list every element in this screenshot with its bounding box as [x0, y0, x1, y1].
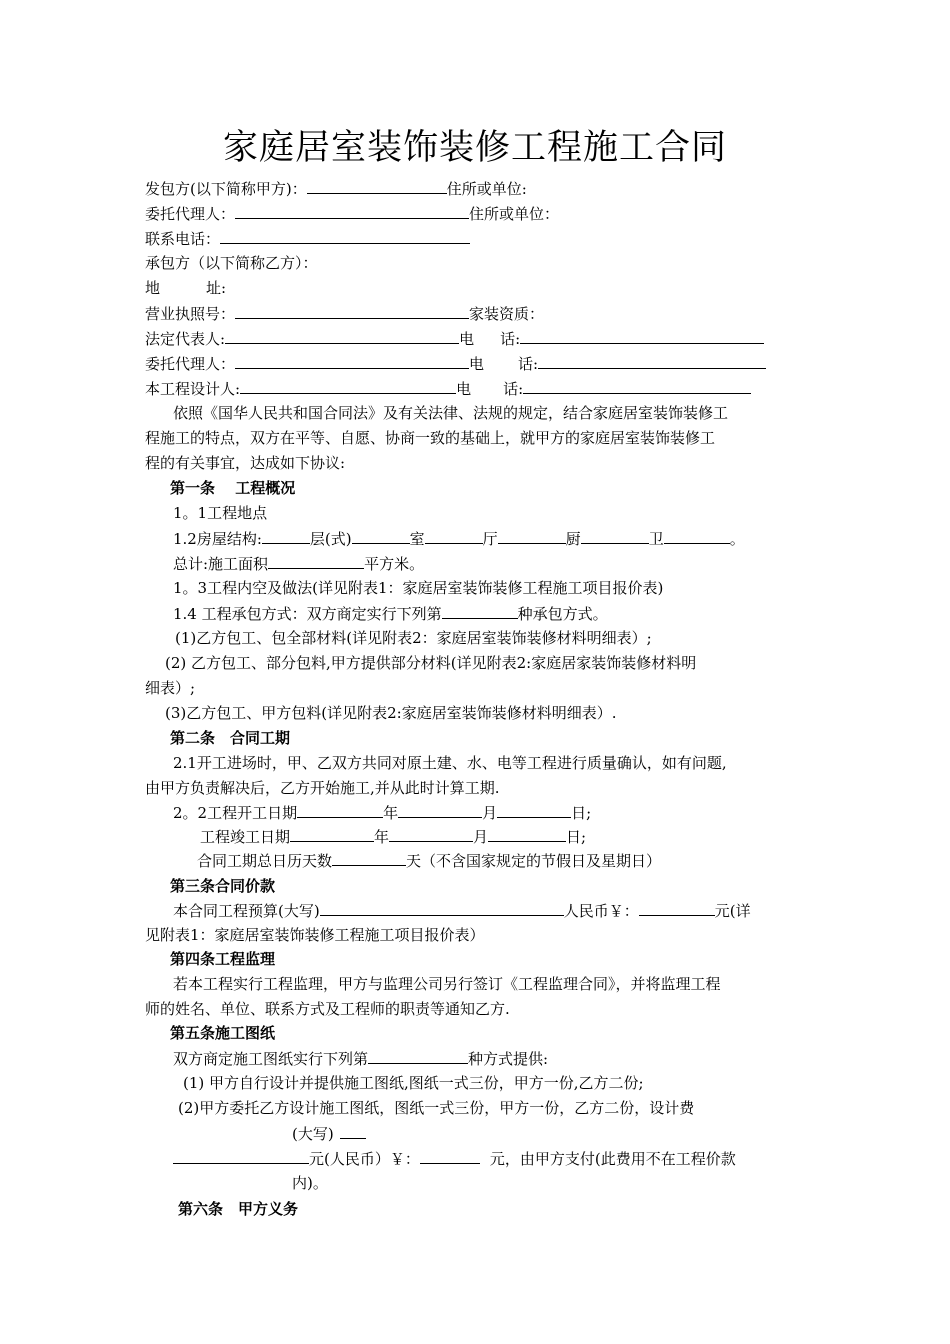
article2-start-date	[173, 801, 591, 824]
legal-rep-blank	[225, 327, 459, 344]
agent-blank-1	[235, 202, 469, 219]
intro-line-3: 程的有关事宜，达成如下协议:	[145, 454, 346, 472]
total-days-suffix: 天（不含国家规定的节假日及星期日）	[406, 852, 662, 870]
phone-char-1: 电	[459, 330, 475, 348]
start-year-blank	[297, 801, 383, 818]
article5-line1	[173, 1047, 548, 1070]
bath-label: 卫	[648, 530, 664, 548]
phone-char-2c: 话:	[503, 380, 524, 398]
article5-opt2-line4: 内)。	[292, 1174, 328, 1192]
article2-s2-1-line2: 由甲方负责解决后，乙方开始施工,并从此时计算工期.	[145, 779, 500, 797]
total-prefix: 总计:施工面积	[173, 555, 269, 573]
address-char-2: 址:	[206, 279, 227, 297]
phone-char-1b: 电	[469, 355, 485, 373]
s1-4-suffix: 种承包方式。	[517, 605, 608, 623]
article1-heading: 第一条 工程概况	[170, 479, 296, 497]
license-line	[145, 302, 544, 325]
article5-heading: 第五条施工图纸	[170, 1024, 276, 1042]
article2-heading: 第二条 合同工期	[170, 729, 291, 747]
design-fee-rmb-label: 元(人民币）￥：	[309, 1150, 420, 1168]
article3-line2: 见附表1：家庭居室装饰装修工程施工项目报价表）	[145, 926, 485, 944]
phone-char-1c: 电	[456, 380, 472, 398]
designer-phone-blank	[523, 377, 751, 394]
employer-line	[145, 177, 527, 200]
drawing-mode-prefix: 双方商定施工图纸实行下列第	[173, 1050, 369, 1068]
budget-prefix: 本合同工程预算(大写)	[173, 902, 320, 920]
agent-blank-2	[235, 352, 469, 369]
article1-s1-1: 1。1工程地点	[173, 504, 268, 522]
intro-line-1: 依照《国华人民共和国合同法》及有关法律、法规的规定，结合家庭居室装饰装修工	[173, 404, 729, 422]
address-char-1: 地	[145, 279, 161, 297]
article4-heading: 第四条工程监理	[170, 950, 276, 968]
room-blank	[352, 527, 410, 544]
article1-opt1: (1)乙方包工、包全部材料(详见附表2：家庭居室装饰装修材料明细表）;	[175, 629, 652, 647]
kitchen-blank	[498, 527, 566, 544]
contact-phone-label: 联系电话：	[145, 230, 221, 248]
budget-amount-blank	[639, 899, 715, 916]
article1-total	[173, 552, 424, 575]
budget-suffix: 元(详	[714, 902, 751, 920]
budget-words-blank	[320, 899, 564, 916]
article2-end-date	[200, 825, 586, 848]
agent-line-1	[145, 202, 559, 225]
period: 。	[729, 530, 745, 548]
sqm-label: 平方米。	[364, 555, 425, 573]
contractor-line	[145, 252, 318, 274]
start-day-label: 日;	[571, 804, 592, 822]
article1-opt2-line1: (2) 乙方包工、部分包料,甲方提供部分材料(详见附表2:家庭居家装饰装修材料明	[165, 654, 697, 672]
bath-count-blank	[664, 527, 730, 544]
s1-2-prefix: 1.2房屋结构:	[173, 530, 262, 548]
end-day-label: 日;	[566, 828, 587, 846]
legal-rep-label: 法定代表人:	[145, 330, 226, 348]
design-fee-words-label: (大写)	[292, 1125, 334, 1143]
article1-s1-3: 1。3工程内空及做法(详见附表1：家庭居室装饰装修工程施工项目报价表)	[173, 579, 664, 597]
article1-s1-4	[173, 602, 608, 625]
drawing-mode-blank	[368, 1047, 468, 1064]
designer-blank	[240, 377, 456, 394]
rmb-label: 人民币￥：	[563, 902, 639, 920]
license-blank	[235, 302, 469, 319]
agent-phone-blank	[538, 352, 766, 369]
phone-char-2b: 话:	[518, 355, 539, 373]
contact-phone-line	[145, 227, 470, 250]
design-fee-suffix: 元，由甲方支付(此费用不在工程价款	[489, 1150, 736, 1168]
agent-line-2	[145, 352, 766, 375]
design-fee-blank	[173, 1147, 309, 1164]
area-blank	[268, 552, 364, 569]
drawing-mode-suffix: 种方式提供:	[468, 1050, 549, 1068]
end-prefix: 工程竣工日期	[200, 828, 291, 846]
design-fee-words-blank	[340, 1122, 366, 1139]
agent-label-2: 委托代理人：	[145, 355, 236, 373]
end-day-blank	[488, 825, 566, 842]
employer-address-label: 住所或单位:	[446, 180, 527, 198]
legal-rep-line	[145, 327, 764, 350]
phone-char-2: 话:	[500, 330, 521, 348]
floor-label: 层(式)	[309, 530, 352, 548]
kitchen-label: 厨	[565, 530, 581, 548]
article3-heading: 第三条合同价款	[170, 877, 276, 895]
intro-line-2: 程施工的特点，双方在平等、自愿、协商一致的基础上，就甲方的家庭居室装饰装修工	[145, 429, 716, 447]
start-prefix: 2。2工程开工日期	[173, 804, 298, 822]
bath-blank	[581, 527, 649, 544]
mode-blank	[442, 602, 518, 619]
agent-label-1: 委托代理人：	[145, 205, 236, 223]
article2-s2-1-line1: 2.1开工进场时，甲、乙双方共同对原土建、水、电等工程进行质量确认，如有问题,	[173, 754, 727, 772]
article4-line2: 师的姓名、单位、联系方式及工程师的职责等通知乙方.	[145, 1000, 510, 1018]
hall-label: 厅	[482, 530, 498, 548]
article5-opt2-line3	[173, 1147, 736, 1170]
total-days-prefix: 合同工期总日历天数	[197, 852, 333, 870]
qualification-label: 家装资质：	[469, 305, 545, 323]
end-month-label: 月	[473, 828, 489, 846]
floor-blank	[262, 527, 310, 544]
document-title: 家庭居室装饰装修工程施工合同	[222, 128, 727, 168]
contact-phone-blank	[220, 227, 470, 244]
article1-opt3: (3)乙方包工、甲方包料(详见附表2:家庭居室装饰装修材料明细表）.	[165, 704, 617, 722]
employer-blank	[307, 177, 447, 194]
article4-line1: 若本工程实行工程监理，甲方与监理公司另行签订《工程监理合同》，并将监理工程	[173, 975, 721, 993]
room-label: 室	[409, 530, 425, 548]
article3-line1	[173, 899, 751, 922]
start-year-label: 年	[383, 804, 399, 822]
article5-opt2-line1: (2)甲方委托乙方设计施工图纸，图纸一式三份，甲方一份，乙方二份，设计费	[178, 1099, 695, 1117]
article2-total-days	[197, 849, 661, 872]
total-days-blank	[332, 849, 406, 866]
employer-label: 发包方(以下简称甲方)：	[145, 180, 307, 198]
end-year-label: 年	[374, 828, 390, 846]
designer-label: 本工程设计人:	[145, 380, 241, 398]
license-label: 营业执照号：	[145, 305, 236, 323]
article5-opt1: (1) 甲方自行设计并提供施工图纸,图纸一式三份，甲方一份,乙方二份;	[183, 1074, 644, 1092]
article6-heading: 第六条 甲方义务	[178, 1200, 299, 1218]
contractor-address-line	[145, 277, 226, 299]
hall-blank	[425, 527, 483, 544]
article1-opt2-line2: 细表）;	[145, 679, 196, 697]
designer-line	[145, 377, 751, 400]
design-fee-amount-blank	[420, 1147, 480, 1164]
s1-4-prefix: 1.4 工程承包方式：双方商定实行下列第	[173, 605, 442, 623]
contractor-label: 承包方（以下简称乙方）：	[145, 254, 318, 272]
end-year-blank	[290, 825, 374, 842]
start-month-label: 月	[482, 804, 498, 822]
start-day-blank	[497, 801, 571, 818]
article1-s1-2	[173, 527, 745, 550]
start-month-blank	[398, 801, 482, 818]
article5-opt2-line2	[292, 1122, 366, 1145]
end-month-blank	[389, 825, 473, 842]
agent-address-label: 住所或单位：	[469, 205, 560, 223]
legal-rep-phone-blank	[520, 327, 764, 344]
